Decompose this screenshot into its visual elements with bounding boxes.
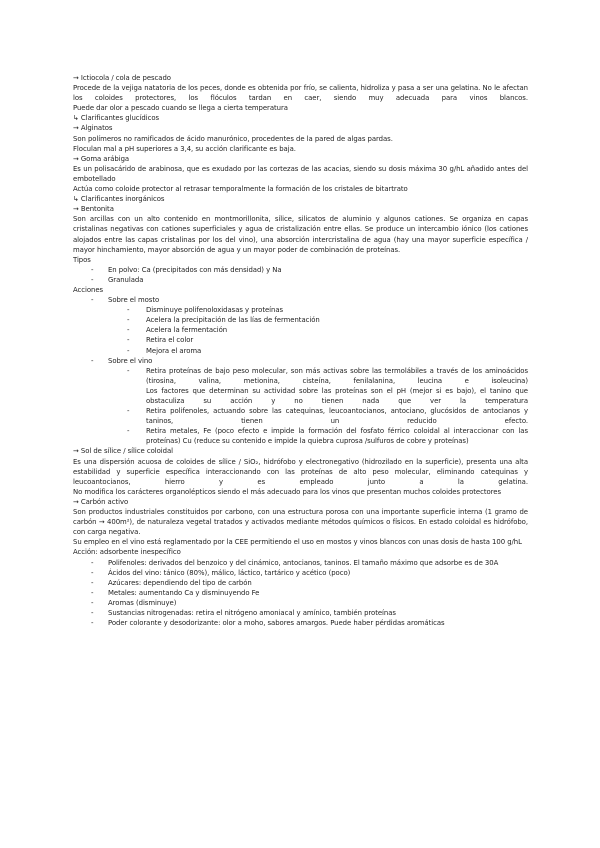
list-item-text: Azúcares: dependiendo del tipo de carbón [108, 578, 252, 587]
list-item-text: Granulada [108, 275, 144, 284]
list-item-tipo [73, 265, 528, 275]
list-item-carbon-accion [73, 608, 528, 618]
list-item-tipo [73, 275, 528, 285]
list-item-mosto [73, 315, 528, 325]
list-item-carbon-accion [73, 568, 528, 578]
paragraph-bentonita-description: Son arcillas con un alto contenido en montmorillonita, sílice, silicatos de aluminio y algunos cationes. Se organiza en capas cristalinas negativas con cationes superficiales y agua de cristalización entre ellas. Se produce un intercambio iónico (los cationes alojados entre las capas cristalinas por los del vino), una absorción intercristalina de agua (hay una mayor superficie específica / mayor hinchamiento, mayor absorción de agua y un mayor poder de combinación de proteínas. [73, 215, 528, 254]
document-page [73, 73, 528, 628]
list-dash: - [91, 296, 94, 305]
paragraph-carbon-activo-description: Son productos industriales constituidos por carbono, con una estructura porosa con una importante superficie interna (1 gramo de carbón → 400m²), de naturaleza vegetal tratados y activados mediante métodos químicos o físicos. En estado coloidal es hidrófobo, con carga negativa. [73, 508, 528, 537]
list-dash: - [91, 619, 94, 628]
paragraph-goma-arabiga-action: Actúa como coloide protector al retrasar temporalmente la formación de los cristales de bitartrato [73, 185, 408, 194]
label-tipos: Tipos [73, 255, 91, 264]
list-item-text: Retira polifenoles, actuando sobre las catequinas, leucoantocianos, antociano, glucósidos de antocianos y taninos, tienen un reducido efecto. [146, 407, 528, 426]
list-item-text: Metales: aumentando Ca y disminuyendo Fe [108, 588, 260, 597]
list-item-vino-proteinas [73, 366, 528, 386]
list-dash: - [91, 275, 94, 284]
list-item-mosto [73, 346, 528, 356]
list-item-mosto [73, 335, 528, 345]
list-item-text: Poder colorante y desodorizante: olor a moho, sabores amargos. Puede haber pérdidas aromáticas [108, 619, 445, 628]
heading-sol-silice: → Sol de sílice / sílice coloidal [73, 447, 173, 456]
heading-ictiocola: → Ictiocola / cola de pescado [73, 74, 171, 82]
paragraph-ictiocola-note: Puede dar olor a pescado cuando se llega a cierta temperatura [73, 104, 288, 113]
list-item-text: Los factores que determinan su actividad sobre las proteínas son el pH (mejor si es bajo), el tanino que obstaculiza su acción y no tienen nada que ver la temperatura [146, 386, 528, 405]
list-item-text: Retira el color [146, 336, 194, 345]
list-item-text: Sustancias nitrogenadas: retira el nitrógeno amoniacal y amínico, también proteínas [108, 608, 396, 617]
list-dash: - [91, 558, 94, 567]
label-acciones: Acciones [73, 285, 104, 294]
list-item-text: Sobre el vino [108, 356, 153, 365]
list-dash: - [91, 356, 94, 365]
list-item-text: Mejora el aroma [146, 346, 202, 355]
heading-carbon-activo: → Carbón activo [73, 497, 129, 506]
list-item-vino-metales [73, 426, 528, 446]
list-item-carbon-accion [73, 578, 528, 588]
list-item-vino-polifenoles [73, 406, 528, 426]
list-dash: - [127, 336, 130, 345]
paragraph-carbon-activo-regulation: Su empleo en el vino está reglamentado por la CEE permitiendo el uso en mostos y vinos blancos con unas dosis de hasta 100 g/hL [73, 538, 522, 547]
list-dash: - [91, 568, 94, 577]
list-dash: - [91, 265, 94, 274]
paragraph-alginatos-ph: Floculan mal a pH superiores a 3,4, su acción clarificante es baja. [73, 144, 296, 153]
list-dash: - [127, 346, 130, 355]
paragraph-sol-silice-note: No modifica los carácteres organolépticos siendo el más adecuado para los vinos que presentan muchos coloides protectores [73, 487, 502, 496]
list-item-sobre-vino [73, 356, 528, 366]
list-item-text: Retira metales, Fe (poco efecto e impide la formación del fosfato férrico coloidal al interaccionar con las proteínas) Cu (reduce su contenido e impide la quiebra cuprosa /sulfuros de cobre y proteínas) [146, 427, 528, 446]
label-accion-adsorbente: Acción: adsorbente inespecífico [73, 548, 181, 557]
heading-bentonita: → Bentonita [73, 205, 114, 214]
paragraph-sol-silice-description: Es una dispersión acuosa de coloides de sílice / SiO₂, hidrófobo y electronegativo (hidrozilado en la superficie), presenta una alta estabilidad y superficie específica interaccionando con las proteínas de alto peso molecular, eliminando catequinas y leucoantocianos, hierro y es empleado junto a la gelatina. [73, 457, 528, 486]
paragraph-goma-arabiga-origin: Es un polisacárido de arabinosa, que es exudado por las cortezas de las acacias, siendo su dosis máxima 30 g/hL añadido antes del embotellado [73, 164, 528, 183]
list-dash: - [127, 326, 130, 335]
list-dash: - [91, 588, 94, 597]
paragraph-alginatos-origin: Son polímeros no ramificados de ácido manurónico, procedentes de la pared de algas pardas. [73, 134, 393, 143]
list-item-text: Acelera la precipitación de las lías de fermentación [146, 316, 320, 325]
list-dash: - [127, 306, 130, 315]
list-dash: - [91, 598, 94, 607]
list-item-text: Retira proteínas de bajo peso molecular, son más activas sobre las termolábiles a través de los aminoácidos (tirosina, valina, metionina, cisteína, fenilalanina, leucina e isoleucina) [146, 366, 528, 385]
list-item-mosto [73, 305, 528, 315]
list-item-text: Acelera la fermentación [146, 326, 228, 335]
list-dash: - [127, 427, 130, 436]
list-item-text: Sobre el mosto [108, 296, 160, 305]
paragraph-ictiocola-origin: Procede de la vejiga natatoria de los peces, donde es obtenida por frío, se calienta, hidroliza y pasa a ser una gelatina. No le afectan los coloides protectores, los flóculos tardan en caer, siendo muy adecuada para vinos blancos. [73, 84, 528, 103]
list-item-carbon-accion [73, 558, 528, 568]
list-dash: - [91, 608, 94, 617]
list-dash: - [127, 316, 130, 325]
list-item-carbon-accion [73, 588, 528, 598]
list-item-text: Ácidos del vino: tánico (80%), málico, láctico, tartárico y acético (poco) [108, 568, 351, 577]
heading-clarificantes-glucidicos: ↳ Clarificantes glucídicos [73, 114, 160, 123]
list-item-vino-proteinas-factores [73, 386, 528, 406]
list-item-text: Disminuye polifenoloxidasas y proteínas [146, 306, 284, 315]
heading-goma-arabiga: → Goma arábiga [73, 154, 130, 163]
list-item-text: Polifenoles: derivados del benzoico y del cinámico, antocianos, taninos. El tamaño máximo que adsorbe es de 30A [108, 558, 499, 567]
list-item-text: Aromas (disminuye) [108, 598, 177, 607]
list-item-sobre-mosto [73, 295, 528, 305]
list-dash: - [127, 366, 130, 375]
list-item-carbon-accion [73, 598, 528, 608]
list-dash: - [127, 407, 130, 416]
list-item-text: En polvo: Ca (precipitados con más densidad) y Na [108, 265, 282, 274]
list-item-mosto [73, 325, 528, 335]
list-item-carbon-accion [73, 618, 528, 628]
heading-alginatos: → Alginatos [73, 124, 113, 133]
list-dash: - [91, 578, 94, 587]
heading-clarificantes-inorganicos: ↳ Clarificantes inorgánicos [73, 195, 165, 204]
